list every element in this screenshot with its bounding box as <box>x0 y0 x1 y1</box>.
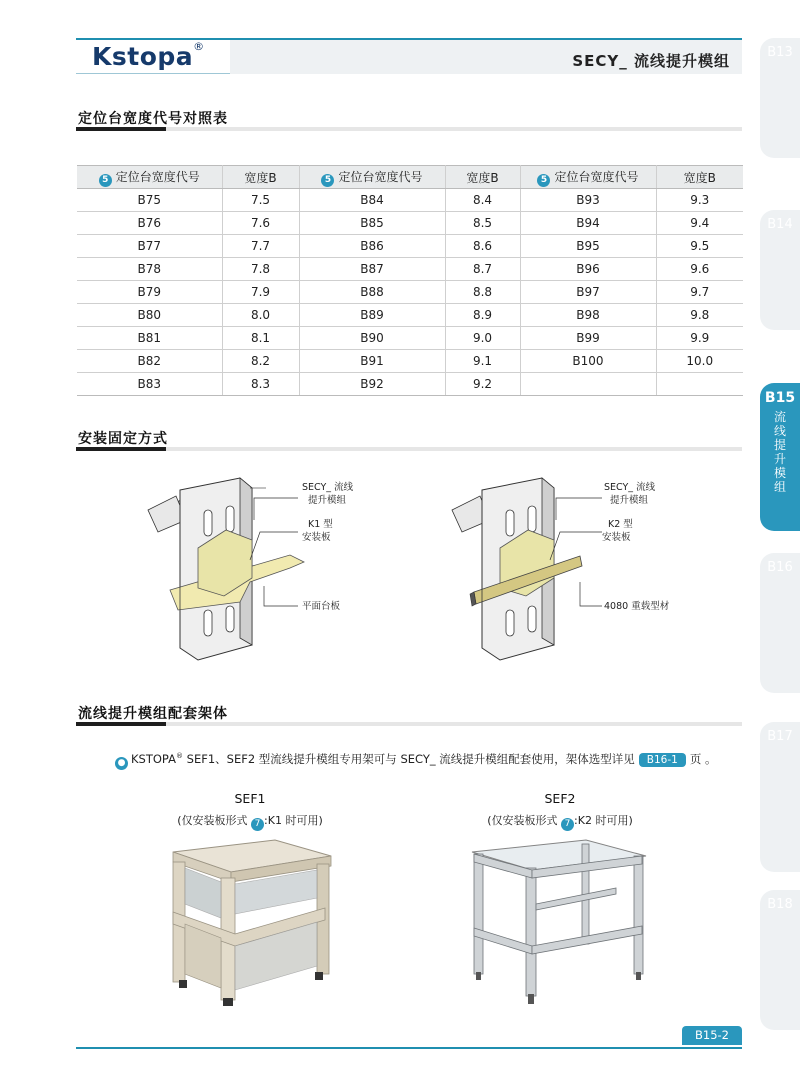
k1-leader-lines <box>240 490 310 620</box>
circle-5-badge: 5 <box>537 174 550 187</box>
header-cell: 5 定位台宽度代号 <box>299 166 445 189</box>
width-value-cell: 7.5 <box>222 189 299 212</box>
width-value-cell: 9.4 <box>656 212 743 235</box>
width-code-cell: B85 <box>299 212 445 235</box>
width-value-cell: 9.3 <box>656 189 743 212</box>
side-tab-b17[interactable]: B17 <box>760 722 800 872</box>
width-value-cell: 8.4 <box>445 189 520 212</box>
width-code-cell: B100 <box>520 350 656 373</box>
width-code-table <box>77 165 743 396</box>
width-code-cell: B80 <box>77 304 222 327</box>
width-value-cell: 8.6 <box>445 235 520 258</box>
k1-plate-label: K1 型 安装板 <box>302 519 333 543</box>
header-cell: 宽度B <box>222 166 299 189</box>
width-value-cell: 9.2 <box>445 373 520 396</box>
width-value-cell: 9.8 <box>656 304 743 327</box>
width-code-cell: B83 <box>77 373 222 396</box>
width-code-cell: B96 <box>520 258 656 281</box>
circle-7-badge: 7 <box>561 818 574 831</box>
width-code-cell: B92 <box>299 373 445 396</box>
section-rule <box>76 127 742 131</box>
width-code-cell: B79 <box>77 281 222 304</box>
width-value-cell: 10.0 <box>656 350 743 373</box>
width-code-cell: B90 <box>299 327 445 350</box>
side-tab-b16[interactable]: B16 <box>760 553 800 693</box>
width-code-cell: B89 <box>299 304 445 327</box>
k2-module-label: SECY_ 流线 提升模组 <box>604 482 656 506</box>
circle-5-badge: 5 <box>321 174 334 187</box>
header-cell: 宽度B <box>445 166 520 189</box>
width-value-cell: 7.6 <box>222 212 299 235</box>
header-cell: 5 定位台宽度代号 <box>77 166 222 189</box>
width-code-cell: B77 <box>77 235 222 258</box>
width-code-cell: B81 <box>77 327 222 350</box>
width-value-cell: 8.3 <box>222 373 299 396</box>
table-row <box>77 304 743 327</box>
section-title-width-table: 定位台宽度代号对照表 <box>78 111 228 127</box>
k1-module-label: SECY_ 流线 提升模组 <box>302 482 354 506</box>
width-value-cell: 8.7 <box>445 258 520 281</box>
table-row <box>77 373 743 396</box>
table-row <box>77 258 743 281</box>
width-code-cell: B76 <box>77 212 222 235</box>
kstopa-logo: Kstopa® <box>92 39 205 71</box>
width-code-cell: B88 <box>299 281 445 304</box>
circle-7-badge: 7 <box>251 818 264 831</box>
side-tab-b14[interactable]: B14 <box>760 210 800 330</box>
section-rule <box>76 447 742 451</box>
section-rule <box>76 722 742 726</box>
width-value-cell: 8.5 <box>445 212 520 235</box>
header-cell: 5 定位台宽度代号 <box>520 166 656 189</box>
width-code-cell: B97 <box>520 281 656 304</box>
table-row <box>77 235 743 258</box>
width-code-cell: B98 <box>520 304 656 327</box>
width-value-cell: 7.9 <box>222 281 299 304</box>
width-code-cell: B82 <box>77 350 222 373</box>
width-value-cell: 7.8 <box>222 258 299 281</box>
width-value-cell: 8.9 <box>445 304 520 327</box>
width-value-cell <box>656 373 743 396</box>
table-row <box>77 350 743 373</box>
width-code-cell: B93 <box>520 189 656 212</box>
width-code-cell: B95 <box>520 235 656 258</box>
frame-note: ● KSTOPA® SEF1、SEF2 型流线提升模组专用架可与 SECY_ 流线提升模组配套使用，架体选型详见 B16-1 页 。 <box>115 751 716 770</box>
table-row <box>77 281 743 304</box>
header-cell: 宽度B <box>656 166 743 189</box>
width-code-cell: B75 <box>77 189 222 212</box>
width-code-cell <box>520 373 656 396</box>
side-tab-b13[interactable]: B13 <box>760 38 800 158</box>
table-row <box>77 189 743 212</box>
page-ref-link[interactable]: B16-1 <box>639 753 686 767</box>
section-title-frames: 流线提升模组配套架体 <box>78 706 228 722</box>
width-value-cell: 9.1 <box>445 350 520 373</box>
width-code-cell: B87 <box>299 258 445 281</box>
width-value-cell: 8.2 <box>222 350 299 373</box>
lightbulb-icon: ● <box>115 757 128 770</box>
width-value-cell: 9.7 <box>656 281 743 304</box>
page-title: SECY_ 流线提升模组 <box>572 52 730 70</box>
sef1-frame-image <box>165 838 340 1010</box>
width-value-cell: 8.0 <box>222 304 299 327</box>
width-value-cell: 8.1 <box>222 327 299 350</box>
sef2-frame-image <box>466 838 651 1008</box>
footer-rule <box>76 1047 742 1049</box>
sef2-sub: (仅安装板形式 7 :K2 时可用) <box>487 814 633 829</box>
k2-base-label: 4080 重载型材 <box>604 601 670 612</box>
width-code-cell: B99 <box>520 327 656 350</box>
sef1-sub: (仅安装板形式 7 :K1 时可用) <box>177 814 323 829</box>
table-row <box>77 212 743 235</box>
page-number: B15-2 <box>682 1026 742 1045</box>
table-header-row <box>77 166 743 189</box>
width-code-cell: B84 <box>299 189 445 212</box>
width-code-cell: B86 <box>299 235 445 258</box>
side-tab-b18[interactable]: B18 <box>760 890 800 1030</box>
sef2-name: SEF2 <box>544 791 576 806</box>
k2-leader-lines <box>540 490 610 620</box>
k2-plate-label: K2 型 安装板 <box>602 519 633 543</box>
width-value-cell: 8.8 <box>445 281 520 304</box>
table-row <box>77 327 743 350</box>
width-code-cell: B94 <box>520 212 656 235</box>
side-tab-b15[interactable]: B15 流线提升模组 <box>760 383 800 531</box>
width-value-cell: 9.6 <box>656 258 743 281</box>
sef1-name: SEF1 <box>234 791 266 806</box>
width-code-cell: B78 <box>77 258 222 281</box>
circle-5-badge: 5 <box>99 174 112 187</box>
width-value-cell: 7.7 <box>222 235 299 258</box>
width-value-cell: 9.9 <box>656 327 743 350</box>
section-title-install: 安装固定方式 <box>78 431 168 447</box>
width-code-cell: B91 <box>299 350 445 373</box>
width-value-cell: 9.5 <box>656 235 743 258</box>
width-value-cell: 9.0 <box>445 327 520 350</box>
k1-base-label: 平面台板 <box>302 601 341 612</box>
